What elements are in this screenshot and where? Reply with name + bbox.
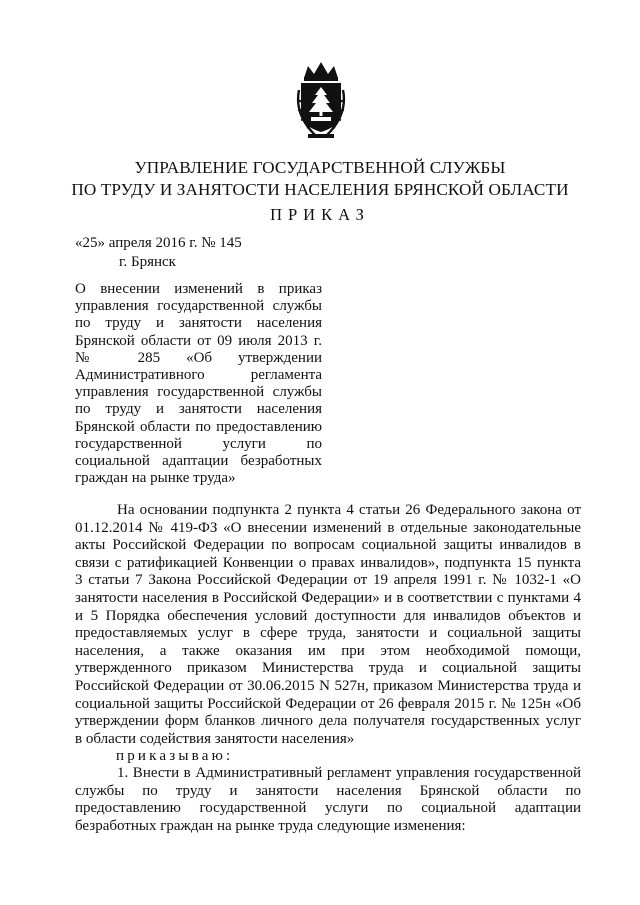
preamble-line: акты Российской Федерации по вопросам социальной защиты инвалидов в [75, 537, 581, 554]
point-1-paragraph [75, 765, 581, 835]
organization-name-line1: УПРАВЛЕНИЕ ГОСУДАРСТВЕННОЙ СЛУЖБЫ [134, 158, 506, 177]
point-line: безработных граждан на рынке труда следующие изменения: [75, 817, 466, 834]
preamble-line: связи с ратификацией Конвенции о правах инвалидов», подпункта 15 пункта [75, 554, 581, 571]
subject-line: социальной адаптации безработных [75, 453, 322, 470]
order-city: г. Брянск [119, 254, 176, 270]
preamble-line: занятости населения в Российской Федерации» и в соответствии с пунктами 4 [75, 589, 581, 606]
preamble-line: населения, а также оказания им при этом необходимой помощи, [75, 642, 581, 659]
preamble-line: социальной защиты Российской Федерации от 26 февраля 2015 г. № 125н «Об [75, 695, 581, 712]
preamble-line: в области содействия занятости населения» [75, 730, 355, 747]
subject-line: Административного регламента [75, 367, 322, 384]
preamble-line: утвержденного приказом Министерства труда и социальной защиты [75, 660, 581, 677]
organization-name-line2: ПО ТРУДУ И ЗАНЯТОСТИ НАСЕЛЕНИЯ БРЯНСКОЙ ОБЛАСТИ [71, 180, 569, 199]
order-date-number: «25» апреля 2016 г. № 145 [75, 235, 242, 251]
preamble-line: 3 статьи 7 Закона Российской Федерации от 19 апреля 1991 г. № 1032-1 «О [75, 572, 581, 589]
subject-line: О внесении изменений в приказ [75, 281, 322, 297]
order-directive-word: приказываю: [116, 748, 234, 764]
order-subject [75, 281, 322, 487]
point-line: 1. Внести в Административный регламент управления государственной [117, 765, 581, 781]
preamble-line: и 5 Порядка обеспечения условий доступности для инвалидов объектов и [75, 607, 581, 624]
subject-line: Брянской области от 09 июля 2013 г. [75, 332, 322, 349]
preamble-line: утверждении форм бланков личного дела получателя государственных услуг [75, 713, 581, 730]
document-type-title: ПРИКАЗ [270, 205, 370, 224]
preamble-line: предоставляемых услуг в сфере труда, занятости и социальной защиты [75, 625, 581, 642]
subject-line: управления государственной службы [75, 298, 322, 315]
subject-line: № 285 «Об утверждении [75, 349, 322, 366]
subject-line: по труду и занятости населения [75, 315, 322, 332]
subject-line: Брянской области по предоставлению [75, 418, 322, 435]
point-line: службы по труду и занятости населения Брянской области по [75, 782, 581, 799]
preamble-line: Российской Федерации от 30.06.2015 N 527н, приказом Министерства труда и [75, 677, 581, 694]
subject-line: по труду и занятости населения [75, 401, 322, 418]
subject-line: государственной услуги по [75, 435, 322, 452]
preamble-paragraph [75, 502, 581, 748]
preamble-line: 01.12.2014 № 419-ФЗ «О внесении изменений в отдельные законодательные [75, 519, 581, 536]
point-line: предоставлению государственной услуги по социальной адаптации [75, 800, 581, 817]
preamble-line: На основании подпункта 2 пункта 4 статьи 26 Федерального закона от [117, 502, 581, 518]
coat-of-arms-emblem [296, 60, 346, 140]
subject-line: граждан на рынке труда» [75, 470, 236, 487]
subject-line: управления государственной службы [75, 384, 322, 401]
